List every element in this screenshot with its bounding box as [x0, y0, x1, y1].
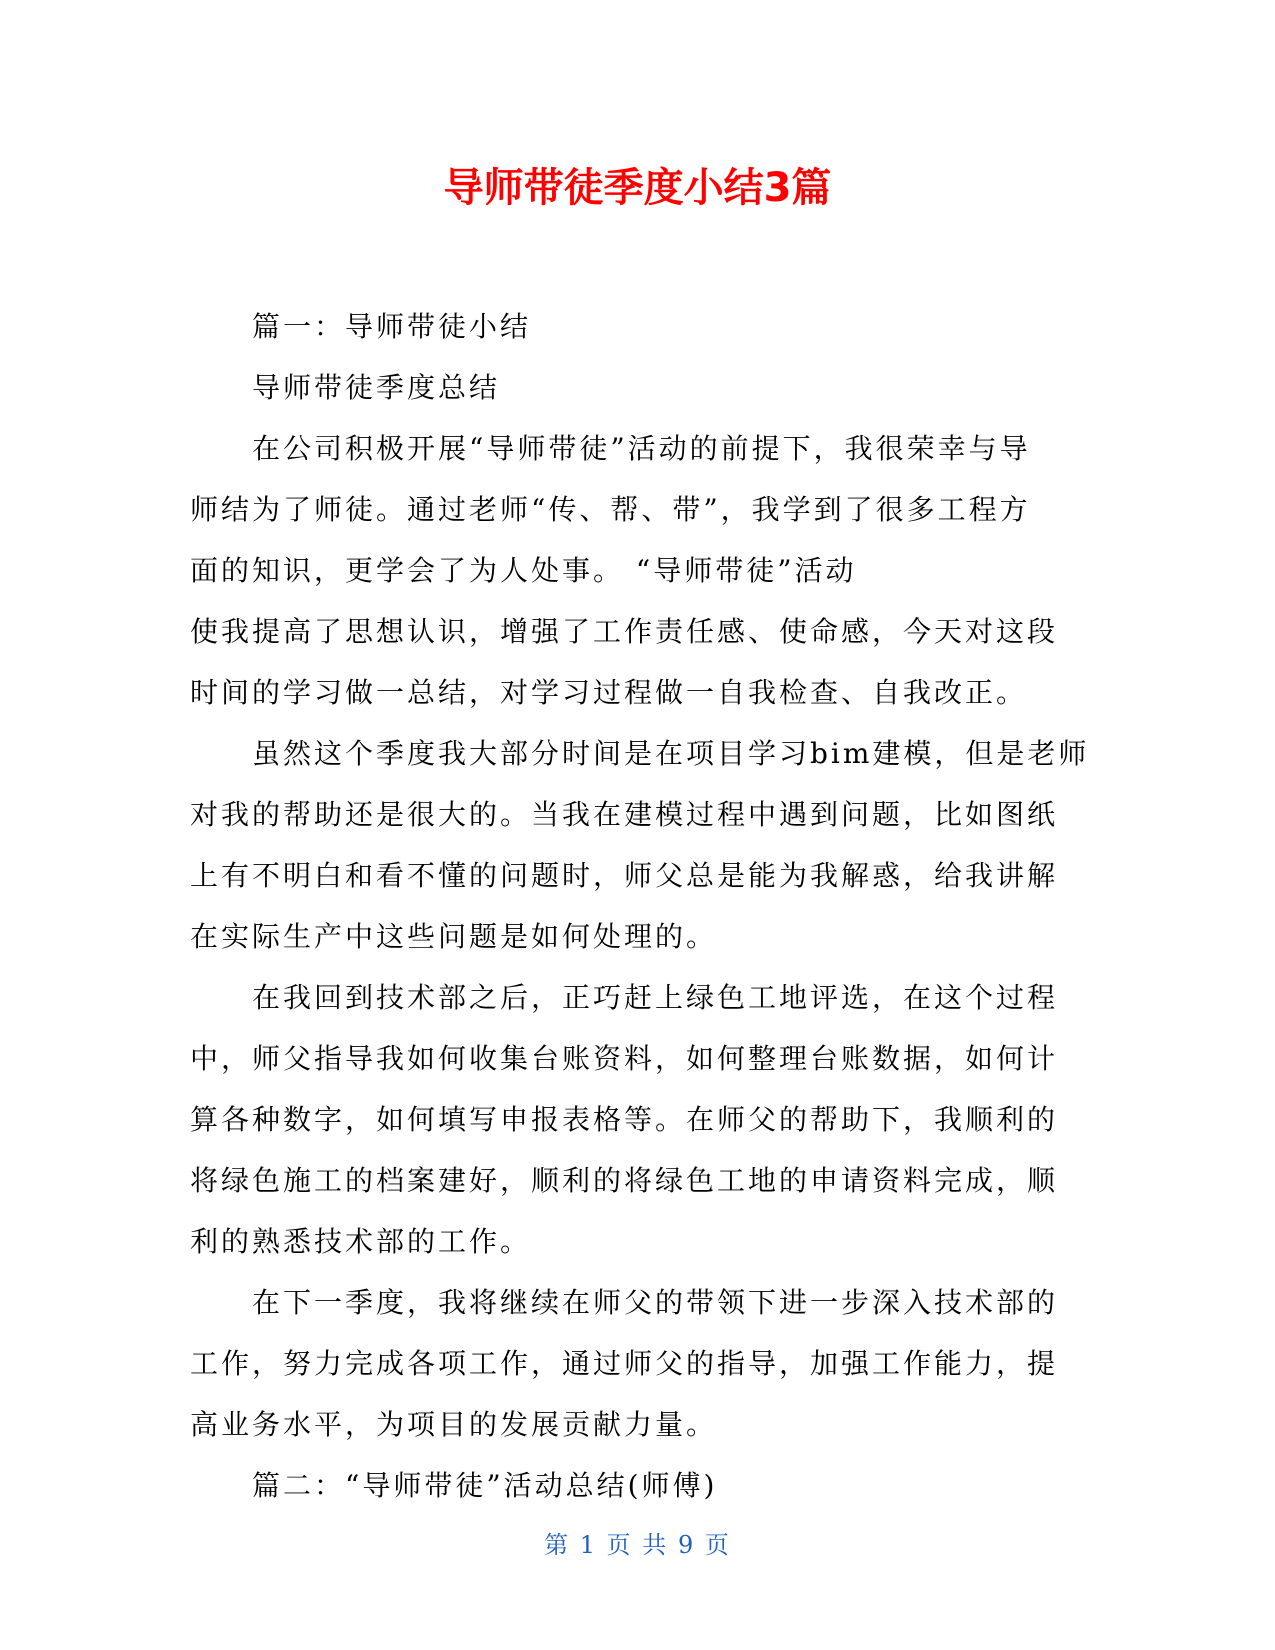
paragraph-line: 对我的帮助还是很大的。当我在建模过程中遇到问题，比如图纸: [190, 798, 1059, 831]
paragraph-line: 面的知识，更学会了为人处事。 “导师带徒”活动: [190, 554, 857, 587]
paragraph-line: 师结为了师徒。通过老师“传、帮、带”，我学到了很多工程方: [190, 493, 1031, 526]
subheading: 导师带徒季度总结: [252, 371, 501, 404]
paragraph-line: 在下一季度，我将继续在师父的带领下进一步深入技术部的: [252, 1286, 1059, 1319]
paragraph-line: 高业务水平，为项目的发展贡献力量。: [190, 1408, 718, 1441]
paragraph-line: 中，师父指导我如何收集台账资料，如何整理台账数据，如何计: [190, 1042, 1059, 1075]
paragraph-line: 时间的学习做一总结，对学习过程做一自我检查、自我改正。: [190, 676, 1028, 709]
paragraph-line: 在实际生产中这些问题是如何处理的。: [190, 920, 718, 953]
section-heading: 篇一：导师带徒小结: [252, 310, 532, 343]
paragraph-line: 算各种数字，如何填写申报表格等。在师父的帮助下，我顺利的: [190, 1103, 1059, 1136]
paragraph-line: 将绿色施工的档案建好，顺利的将绿色工地的申请资料完成，顺: [190, 1164, 1059, 1197]
paragraph-line: 在我回到技术部之后，正巧赶上绿色工地评选，在这个过程: [252, 981, 1059, 1014]
paragraph-line: 工作，努力完成各项工作，通过师父的指导，加强工作能力，提: [190, 1347, 1059, 1380]
paragraph-line: 虽然这个季度我大部分时间是在项目学习bim建模，但是老师: [252, 737, 1090, 770]
paragraph-line: 上有不明白和看不懂的问题时，师父总是能为我解惑，给我讲解: [190, 859, 1059, 892]
document-body: [190, 296, 1090, 1516]
paragraph-line: 利的熟悉技术部的工作。: [190, 1225, 532, 1258]
paragraph-line: 使我提高了思想认识，增强了工作责任感、使命感，今天对这段: [190, 615, 1059, 648]
paragraph-line: 在公司积极开展“导师带徒”活动的前提下，我很荣幸与导: [252, 432, 1031, 465]
section-heading: 篇二：“导师带徒”活动总结(师傅): [252, 1469, 718, 1502]
document-title: 导师带徒季度小结3篇: [443, 165, 832, 211]
page-footer: 第 1 页 共 9 页: [544, 1531, 731, 1559]
